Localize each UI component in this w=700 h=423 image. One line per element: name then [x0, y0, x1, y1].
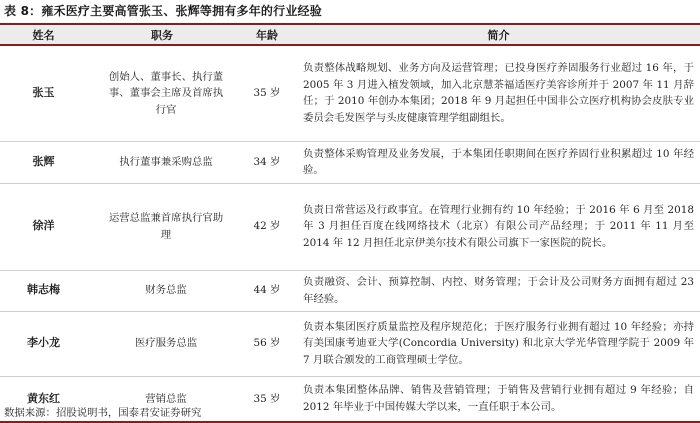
cell-age: 35 岁 — [237, 45, 297, 141]
cell-bio: 负责整体采购管理及业务发展，于本集团任职期间在医疗养固行业积累超过 10 年经验。 — [297, 141, 700, 183]
header-age: 年龄 — [237, 24, 297, 45]
cell-role: 运营总监兼首席执行官助理 — [87, 183, 237, 270]
table-row — [0, 270, 700, 311]
table-header-row — [0, 24, 700, 45]
table-row — [0, 311, 700, 376]
cell-bio: 负责融资、会计、预算控制、内控、财务管理；于会计及公司财务方面拥有超过 23 年经验。 — [297, 270, 700, 311]
header-role: 职务 — [87, 24, 237, 45]
cell-age: 44 岁 — [237, 270, 297, 311]
cell-bio: 负责本集团医疗质量监控及程序规范化；于医疗服务行业拥有超过 10 年经验；亦持有美国康考迪亚大学(Concordia University) 和北京大学光华管理学院于 2009 年 7 月联合颁发的工商管理硕士学位。 — [297, 311, 700, 376]
table-row — [0, 183, 700, 270]
executives-table — [0, 23, 700, 423]
cell-role: 财务总监 — [87, 270, 237, 311]
cell-age: 34 岁 — [237, 141, 297, 183]
cell-role: 医疗服务总监 — [87, 311, 237, 376]
cell-age: 42 岁 — [237, 183, 297, 270]
table-row — [0, 45, 700, 141]
cell-name: 徐洋 — [0, 183, 87, 270]
source-note: 数据来源：招股说明书，国泰君安证券研究 — [4, 407, 202, 419]
cell-bio: 负责日常营运及行政事宜。在管理行业拥有约 10 年经验；于 2016 年 6 月至 2018 年 3 月担任百度在线网络技术（北京）有限公司产品经理；于 2011 年 11 月至 2014 年 12 月担任北京伊美尔技术有限公司旗下一家医院的院长。 — [297, 183, 700, 270]
cell-name: 张辉 — [0, 141, 87, 183]
table-row — [0, 141, 700, 183]
cell-bio: 负责整体战略规划、业务方向及运营管理；已投身医疗养固服务行业超过 16 年，于 2005 年 3 月进入植发领域，加入北京慧茶福适医疗美容诊所并于 2007 年 11 月辞任；于 2010 年创办本集团；2018 年 9 月起担任中国非公立医疗机构协会皮肤专业委员会毛发医学与头皮健康管理学组副组长。 — [297, 45, 700, 141]
header-bio: 简介 — [297, 24, 700, 45]
cell-name: 张玉 — [0, 45, 87, 141]
executives-table-container — [0, 23, 700, 423]
header-name: 姓名 — [0, 24, 87, 45]
cell-age: 35 岁 — [237, 376, 297, 422]
cell-role: 营销总监 — [87, 376, 237, 422]
cell-role: 执行董事兼采购总监 — [87, 141, 237, 183]
cell-bio: 负责本集团整体品牌、销售及营销管理；于销售及营销行业拥有超过 9 年经验；自 2012 年毕业于中国传媒大学以来，一直任职于本公司。 — [297, 376, 700, 422]
cell-name: 李小龙 — [0, 311, 87, 376]
cell-age: 56 岁 — [237, 311, 297, 376]
cell-name: 韩志梅 — [0, 270, 87, 311]
cell-role: 创始人、董事长、执行董事、董事会主席及首席执行官 — [87, 45, 237, 141]
cell-name: 黄东红 — [0, 376, 87, 422]
table-title: 表 8：雍禾医疗主要高管张玉、张辉等拥有多年的行业经验 — [4, 4, 322, 18]
